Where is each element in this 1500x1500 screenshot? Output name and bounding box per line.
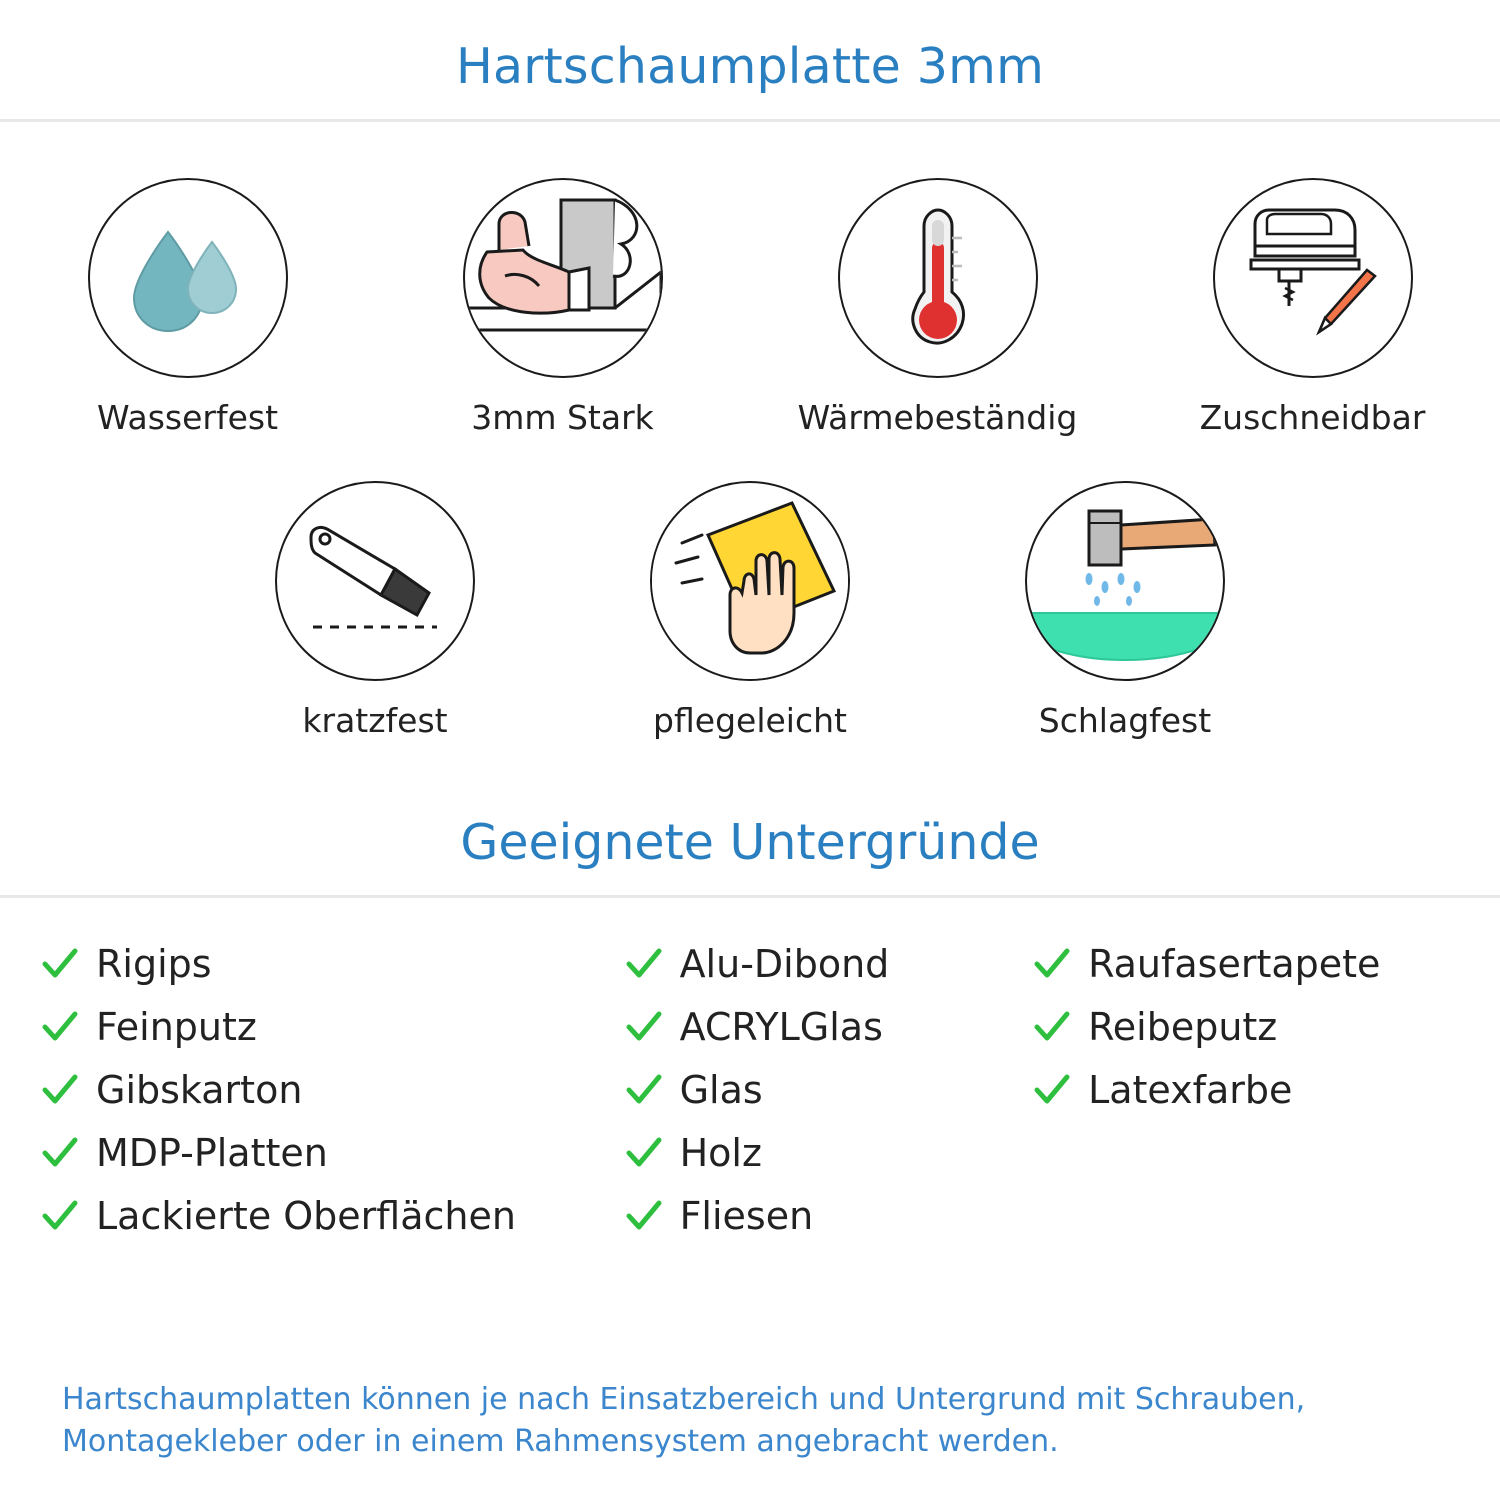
feature-icon-circle xyxy=(1025,481,1225,681)
list-item xyxy=(624,1058,1033,1121)
list-item xyxy=(40,1121,624,1184)
list-item-label: Alu-Dibond xyxy=(679,941,890,986)
knife-scratch-icon xyxy=(277,483,473,679)
feature-label: Schlagfest xyxy=(1038,701,1212,740)
feature-icon-circle xyxy=(463,178,663,378)
page-title: Hartschaumplatte 3mm xyxy=(455,38,1045,95)
hammer-impact-icon xyxy=(1027,483,1223,679)
check-icon xyxy=(1032,944,1072,984)
feature-wasserfest xyxy=(0,178,375,437)
section-title-untergruende: Geeignete Untergründe xyxy=(460,814,1040,871)
list-item xyxy=(624,932,1033,995)
feature-icon-circle xyxy=(838,178,1038,378)
list-item-label: Fliesen xyxy=(679,1193,814,1238)
flexed-arm-icon xyxy=(465,180,661,376)
list-item-label: Feinputz xyxy=(96,1004,257,1049)
feature-label: 3mm Stark xyxy=(471,398,654,437)
features-row-1 xyxy=(0,178,1500,437)
feature-schlagfest xyxy=(938,481,1313,740)
thermometer-icon xyxy=(840,180,1036,376)
substrates-column-3 xyxy=(1032,932,1460,1247)
list-item-label: Glas xyxy=(679,1067,763,1112)
list-item xyxy=(40,932,624,995)
feature-icon-circle xyxy=(650,481,850,681)
check-icon xyxy=(40,944,80,984)
substrates-section xyxy=(0,898,1500,1247)
water-drops-icon xyxy=(90,180,286,376)
check-icon xyxy=(40,1133,80,1173)
list-item xyxy=(624,995,1033,1058)
list-item-label: MDP-Platten xyxy=(96,1130,328,1175)
list-item-label: Gibskarton xyxy=(96,1067,303,1112)
list-item-label: Raufasertapete xyxy=(1088,941,1381,986)
check-icon xyxy=(624,1133,664,1173)
jigsaw-cutter-icon xyxy=(1215,180,1411,376)
list-item xyxy=(1032,995,1460,1058)
list-item-label: Holz xyxy=(679,1130,762,1175)
feature-label: Wärmebeständig xyxy=(797,398,1078,437)
substrates-column-2 xyxy=(624,932,1033,1247)
list-item xyxy=(624,1121,1033,1184)
features-row-2 xyxy=(0,481,1500,740)
check-icon xyxy=(624,944,664,984)
list-item xyxy=(40,995,624,1058)
feature-pflegeleicht xyxy=(563,481,938,740)
check-icon xyxy=(1032,1007,1072,1047)
feature-label: pflegeleicht xyxy=(653,701,847,740)
feature-label: Wasserfest xyxy=(96,398,279,437)
list-item xyxy=(1032,1058,1460,1121)
features-section xyxy=(0,122,1500,740)
list-item-label: Latexfarbe xyxy=(1088,1067,1293,1112)
feature-icon-circle xyxy=(275,481,475,681)
check-icon xyxy=(1032,1070,1072,1110)
check-icon xyxy=(624,1007,664,1047)
feature-waermebestaendig xyxy=(750,178,1125,437)
feature-kratzfest xyxy=(188,481,563,740)
feature-icon-circle xyxy=(88,178,288,378)
check-icon xyxy=(40,1070,80,1110)
list-item xyxy=(40,1184,624,1247)
check-icon xyxy=(624,1070,664,1110)
feature-3mm-stark xyxy=(375,178,750,437)
check-icon xyxy=(40,1007,80,1047)
feature-label: kratzfest xyxy=(302,701,448,740)
check-icon xyxy=(40,1196,80,1236)
hand-cloth-icon xyxy=(652,483,848,679)
list-item-label: Reibeputz xyxy=(1088,1004,1278,1049)
feature-icon-circle xyxy=(1213,178,1413,378)
list-item-label: Rigips xyxy=(96,941,212,986)
list-item xyxy=(1032,932,1460,995)
list-item-label: ACRYLGlas xyxy=(679,1004,883,1049)
list-item xyxy=(624,1184,1033,1247)
check-icon xyxy=(624,1196,664,1236)
feature-label: Zuschneidbar xyxy=(1199,398,1426,437)
list-item-label: Lackierte Oberflächen xyxy=(96,1193,516,1238)
list-item xyxy=(40,1058,624,1121)
substrates-column-1 xyxy=(40,932,624,1247)
feature-zuschneidbar xyxy=(1125,178,1500,437)
footnote-text: Hartschaumplatten können je nach Einsatzbereich und Untergrund mit Schrauben, Montagekleber oder in einem Rahmensystem angebracht werden. xyxy=(62,1381,1306,1460)
